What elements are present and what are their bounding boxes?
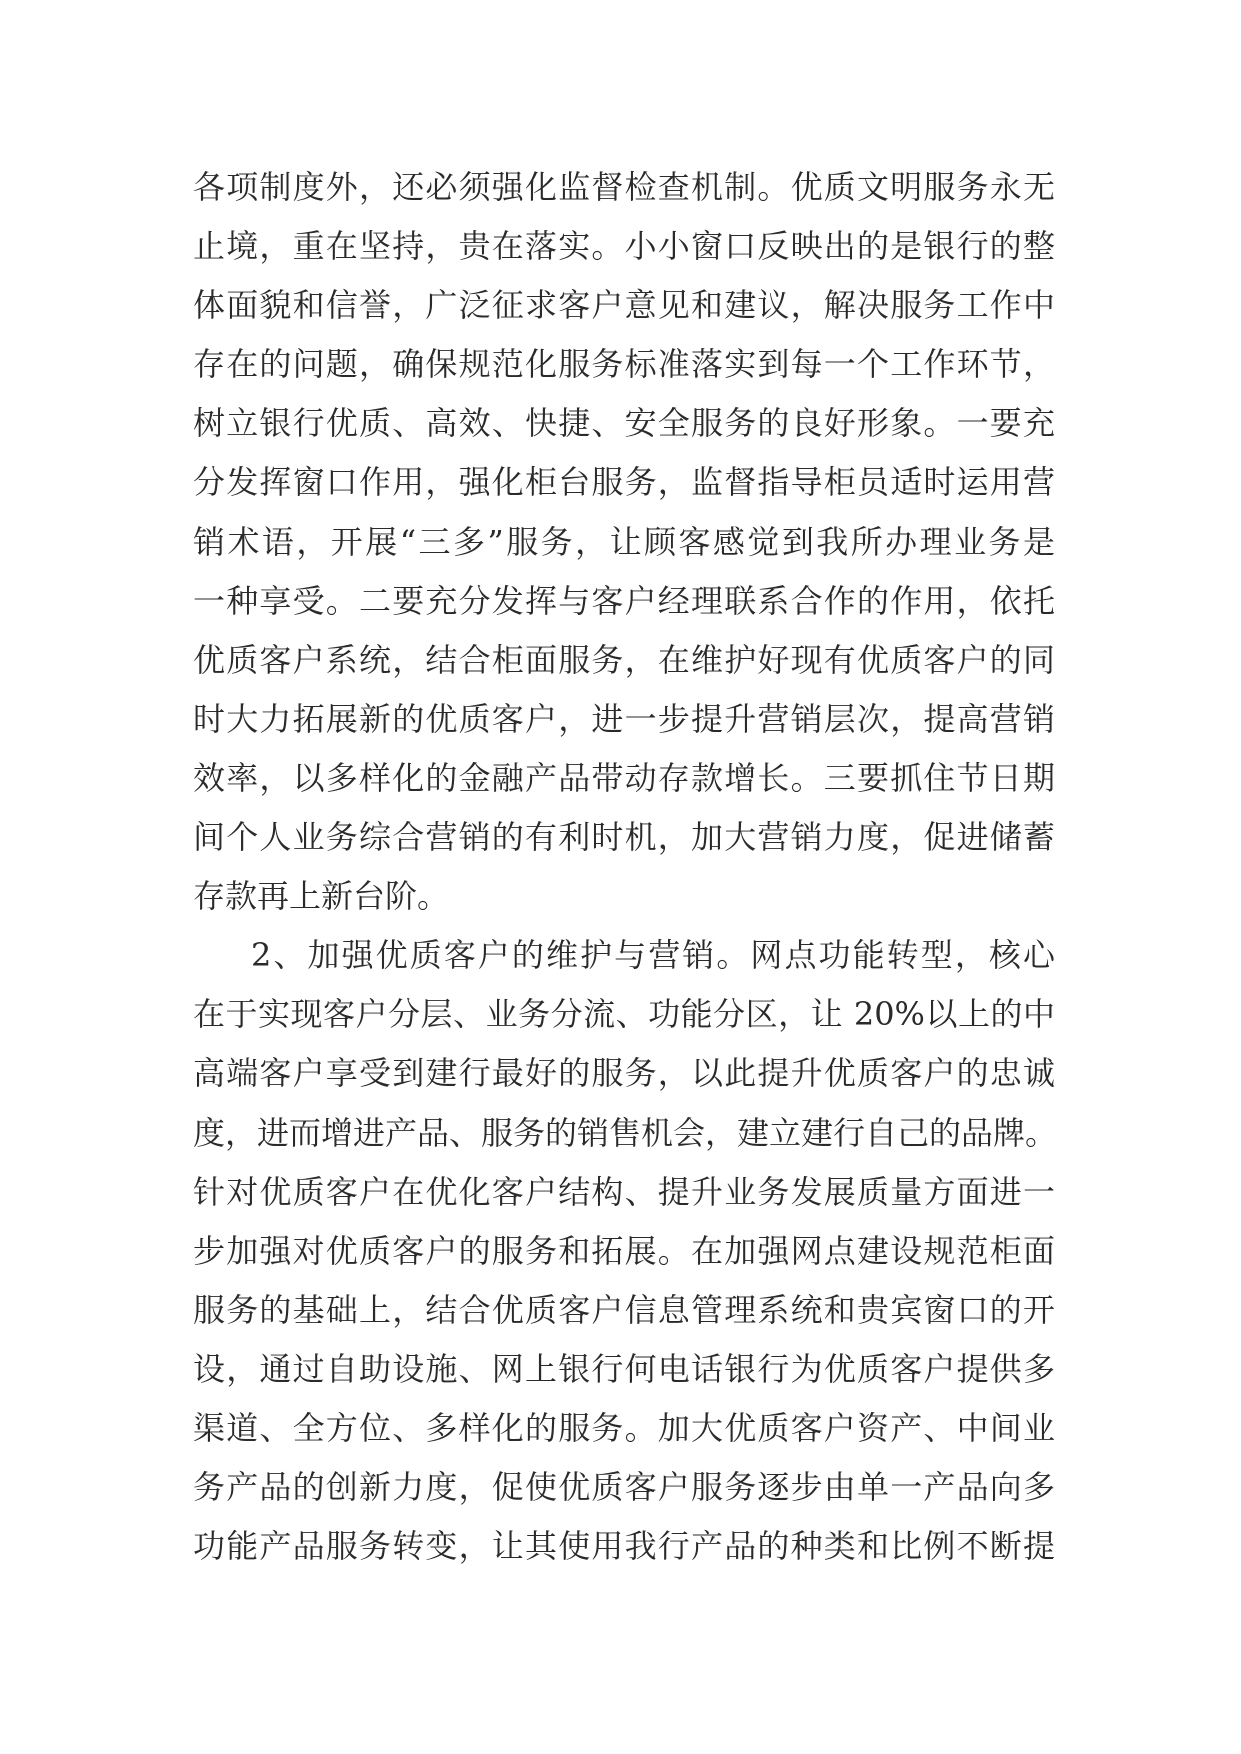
text-line: 高端客户享受到建行最好的服务，以此提升优质客户的忠诚 [193,1054,1055,1093]
text-line: 树立银行优质、高效、快捷、安全服务的良好形象。一要充 [193,404,1055,443]
text-line: 一种享受。二要充分发挥与客户经理联系合作的作用，依托 [193,581,1055,620]
paragraph-2 [193,926,1058,1576]
text-line: 度，进而增进产品、服务的销售机会，建立建行自己的品牌。 [193,1113,1058,1152]
text-line: 2、加强优质客户的维护与营销。网点功能转型，核心 [251,936,1055,975]
text-line: 效率，以多样化的金融产品带动存款增长。三要抓住节日期 [193,758,1055,797]
text-line: 销术语，开展“三多”服务，让顾客感觉到我所办理业务是 [193,522,1055,561]
text-line: 优质客户系统，结合柜面服务，在维护好现有优质客户的同 [193,640,1055,679]
text-line: 止境，重在坚持，贵在落实。小小窗口反映出的是银行的整 [193,227,1055,266]
paragraph-1 [193,158,1055,926]
text-line: 设，通过自助设施、网上银行何电话银行为优质客户提供多 [193,1349,1055,1388]
text-line: 存款再上新台阶。 [193,877,450,916]
text-line: 在于实现客户分层、业务分流、功能分区，让 20%以上的中 [193,995,1055,1034]
document-body [193,158,1058,1576]
text-line: 务产品的创新力度，促使优质客户服务逐步由单一产品向多 [193,1468,1055,1507]
text-line: 间个人业务综合营销的有利时机，加大营销力度，促进储蓄 [193,818,1055,857]
text-line: 各项制度外，还必须强化监督检查机制。优质文明服务永无 [193,168,1055,206]
text-line: 服务的基础上，结合优质客户信息管理系统和贵宾窗口的开 [193,1290,1055,1329]
text-line: 分发挥窗口作用，强化柜台服务，监督指导柜员适时运用营 [193,463,1055,502]
text-line: 步加强对优质客户的服务和拓展。在加强网点建设规范柜面 [193,1231,1055,1270]
text-line: 渠道、全方位、多样化的服务。加大优质客户资产、中间业 [193,1408,1055,1447]
text-line: 存在的问题，确保规范化服务标准落实到每一个工作环节， [193,345,1055,384]
text-line: 针对优质客户在优化客户结构、提升业务发展质量方面进一 [193,1172,1055,1211]
text-line: 功能产品服务转变，让其使用我行产品的种类和比例不断提 [193,1527,1055,1566]
text-line: 时大力拓展新的优质客户，进一步提升营销层次，提高营销 [193,699,1055,738]
text-line: 体面貌和信誉，广泛征求客户意见和建议，解决服务工作中 [193,286,1055,325]
